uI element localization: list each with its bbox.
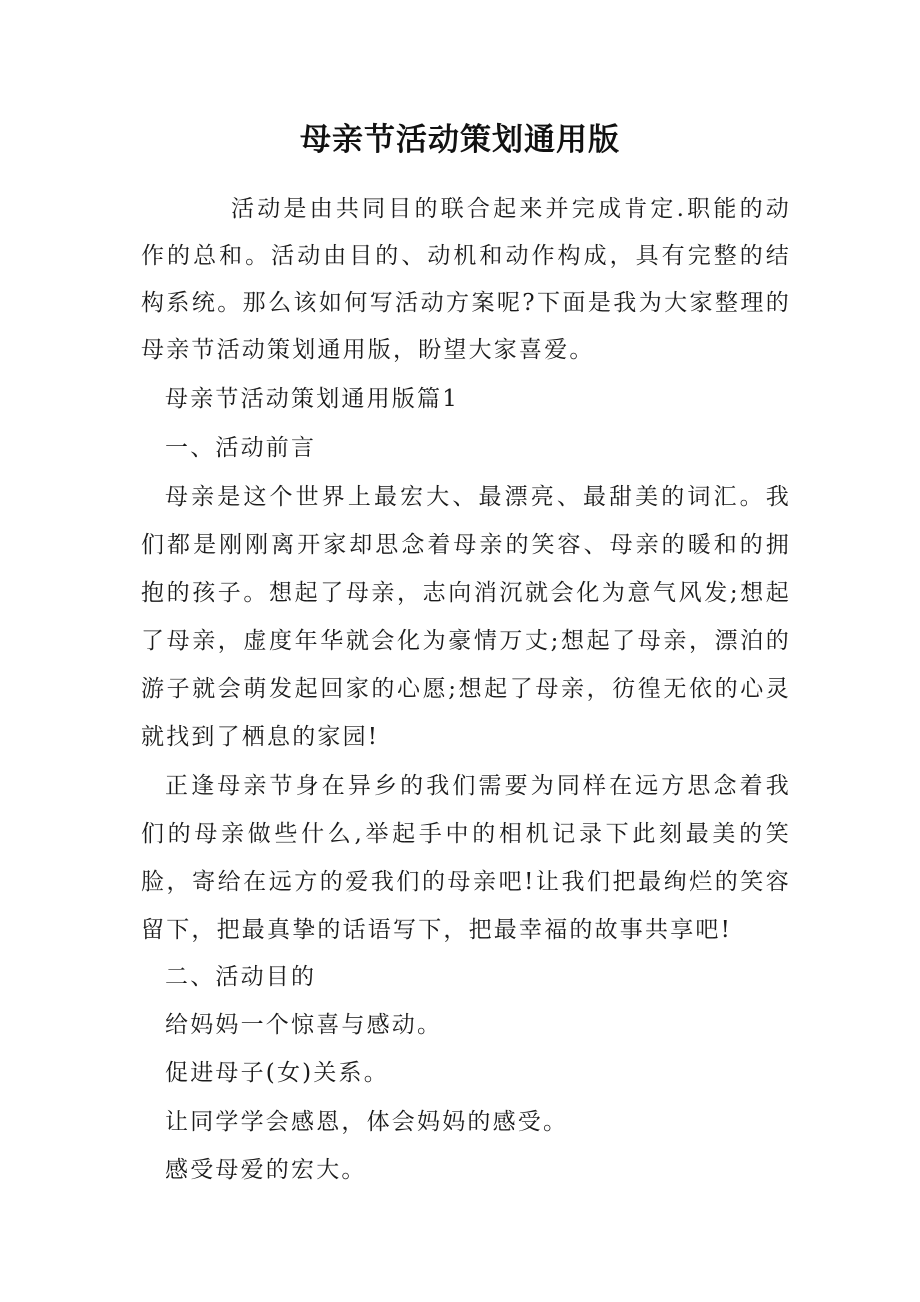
goal-item: 给妈妈一个惊喜与感动。 xyxy=(165,1012,443,1038)
heading-activity-preface: 一、活动前言 xyxy=(165,435,317,461)
document-title: 母亲节活动策划通用版 xyxy=(300,122,620,158)
goal-item: 让同学学会感恩，体会妈妈的感受。 xyxy=(165,1109,569,1135)
heading-activity-goals: 二、活动目的 xyxy=(165,964,317,990)
goal-item: 促进母子(女)关系。 xyxy=(165,1060,389,1086)
preface-paragraph-1: 母亲是这个世界上最宏大、最漂亮、最甜美的词汇。我们都是刚刚离开家却思念着母亲的笑容、母亲的暖和的拥抱的孩子。想起了母亲，志向消沉就会化为意气风发;想起了母亲，虚度年华就会化为豪情万丈;想起了母亲，漂泊的游子就会萌发起回家的心愿;想起了母亲，彷徨无依的心灵就找到了栖息的家园! xyxy=(141,484,791,750)
goal-item: 感受母爱的宏大。 xyxy=(165,1157,367,1183)
intro-paragraph: 活动是由共同目的联合起来并完成肯定.职能的动作的总和。活动由目的、动机和动作构成，具有完整的结构系统。那么该如何写活动方案呢?下面是我为大家整理的母亲节活动策划通用版，盼望大家喜爱。 xyxy=(141,196,791,363)
preface-paragraph-2: 正逢母亲节身在异乡的我们需要为同样在远方思念着我们的母亲做些什么,举起手中的相机记录下此刻最美的笑脸，寄给在远方的爱我们的母亲吧!让我们把最绚烂的笑容留下，把最真挚的话语写下，把最幸福的故事共享吧! xyxy=(141,773,791,943)
section-heading: 母亲节活动策划通用版篇1 xyxy=(165,386,460,412)
